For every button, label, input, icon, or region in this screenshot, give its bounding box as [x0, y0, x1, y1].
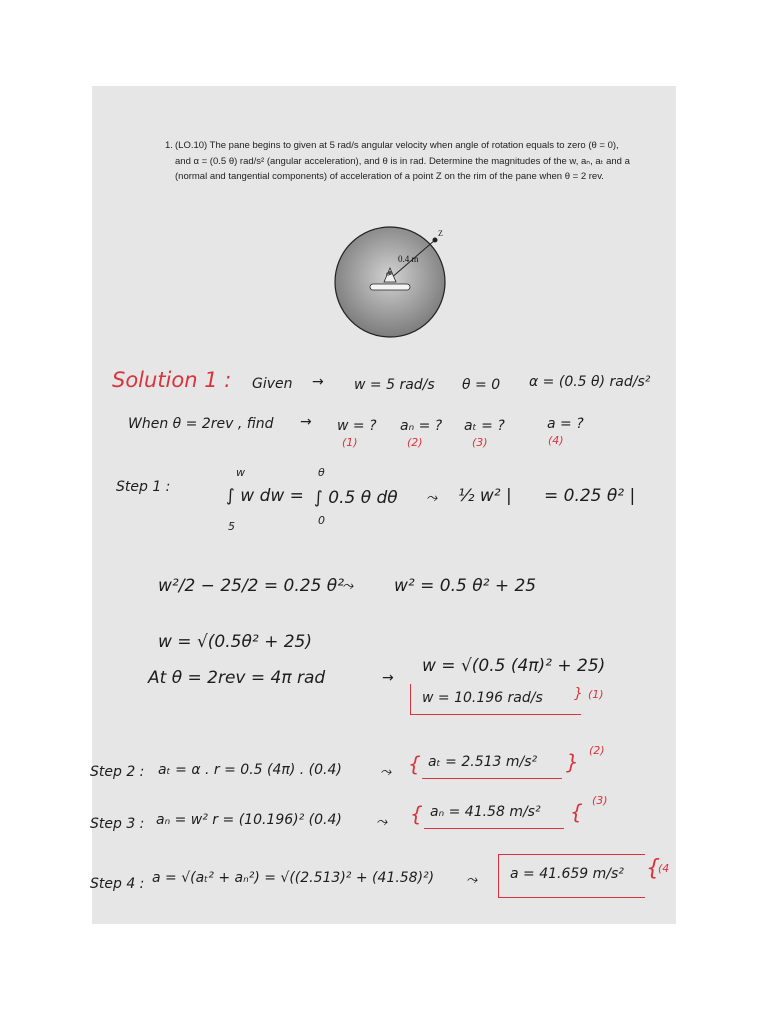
step2-expr: aₜ = α . r = 0.5 (4π) . (0.4)	[158, 762, 342, 778]
step3-open-brace: {	[410, 802, 423, 826]
support-base	[370, 284, 410, 290]
step4-brace: {	[646, 856, 660, 881]
step1-arrow: ⤳	[426, 490, 438, 506]
step4-tag: (4	[658, 862, 670, 875]
step2-underline	[422, 778, 562, 779]
step1-line2-arrow: ⤳	[342, 578, 354, 594]
step1-result-brace: }	[574, 686, 583, 702]
step1-label: Step 1 :	[116, 479, 171, 495]
step1-line2-left: w²/2 − 25/2 = 0.25 θ²	[158, 576, 345, 596]
given-w: w = 5 rad/s	[354, 377, 435, 393]
step4-label: Step 4 :	[90, 876, 145, 892]
given-theta: θ = 0	[462, 377, 501, 393]
step4-result: a = 41.659 m/s²	[510, 866, 624, 882]
step3-tag: (3)	[592, 794, 608, 807]
find-a: a = ?	[547, 416, 584, 432]
step3-underline	[424, 828, 564, 829]
step1-result-w: w = 10.196 rad/s	[422, 690, 543, 706]
step1-integral-right: ∫ 0.5 θ dθ	[314, 488, 398, 508]
step4-arrow: ⤳	[466, 872, 478, 888]
step4-expr: a = √(aₜ² + aₙ²) = √((2.513)² + (41.58)²)	[152, 870, 435, 886]
step3-expr: aₙ = w² r = (10.196)² (0.4)	[156, 812, 342, 828]
step2-close-brace: }	[566, 750, 579, 774]
center-label: O	[386, 273, 390, 278]
step2-open-brace: {	[408, 752, 421, 776]
given-label: Given	[252, 376, 293, 392]
step1-upper-theta: θ	[318, 466, 325, 479]
problem-statement	[165, 138, 635, 185]
step2-result: aₜ = 2.513 m/s²	[428, 754, 538, 770]
step1-line4-left: At θ = 2rev = 4π rad	[148, 668, 326, 688]
step3-result: aₙ = 41.58 m/s²	[430, 804, 541, 820]
given-arrow: →	[312, 374, 324, 390]
step1-line4-right: w = √(0.5 (4π)² + 25)	[422, 656, 606, 676]
step3-arrow: ⤳	[376, 814, 388, 830]
tag-1: (1)	[342, 436, 358, 449]
point-z-marker	[433, 238, 438, 243]
paper-sheet	[92, 86, 676, 924]
when-find-label: When θ = 2rev , find	[128, 416, 274, 432]
tag-2: (2)	[407, 436, 423, 449]
step3-label: Step 3 :	[90, 816, 145, 832]
step1-lower-0: 0	[318, 514, 325, 527]
step1-result-tag: (1)	[588, 688, 604, 701]
solution-heading: Solution 1 :	[112, 368, 232, 392]
step1-line4-arrow: →	[382, 670, 394, 686]
step1-result-right: = 0.25 θ² |	[544, 486, 636, 506]
point-z-label: Z	[438, 229, 443, 238]
pane-figure	[332, 224, 448, 340]
step1-lower-5: 5	[228, 520, 235, 533]
step3-close-brace: {	[570, 800, 583, 824]
find-at: aₜ = ?	[464, 418, 505, 434]
tag-4: (4)	[548, 434, 564, 447]
step2-label: Step 2 :	[90, 764, 145, 780]
step1-result-left: ½ w² |	[458, 486, 512, 506]
step1-integral-left: ∫ w dw =	[226, 486, 304, 506]
step2-arrow: ⤳	[380, 764, 392, 780]
step1-upper-w: w	[236, 466, 245, 479]
step1-line2-right: w² = 0.5 θ² + 25	[394, 576, 537, 596]
step2-tag: (2)	[589, 744, 605, 757]
find-an: aₙ = ?	[400, 418, 443, 434]
tag-3: (3)	[472, 436, 488, 449]
find-w: w = ?	[337, 418, 377, 434]
problem-text: (LO.10) The pane begins to given at 5 rad/s angular velocity when angle of rotation equals to zero (θ = 0), and α = (0.5 θ) rad/s² (angular acceleration), and θ is in rad. Determine the magnitudes of the w, aₙ, aₜ and a (normal and tangential components) of acceleration of a point Z on the rim of the pane when θ = 2 rev.	[175, 140, 630, 182]
radius-label: 0.4 m	[398, 254, 419, 264]
problem-number: 1.	[165, 140, 173, 151]
step1-line3: w = √(0.5θ² + 25)	[158, 632, 312, 652]
given-alpha: α = (0.5 θ) rad/s²	[529, 374, 651, 390]
find-arrow: →	[300, 414, 312, 430]
